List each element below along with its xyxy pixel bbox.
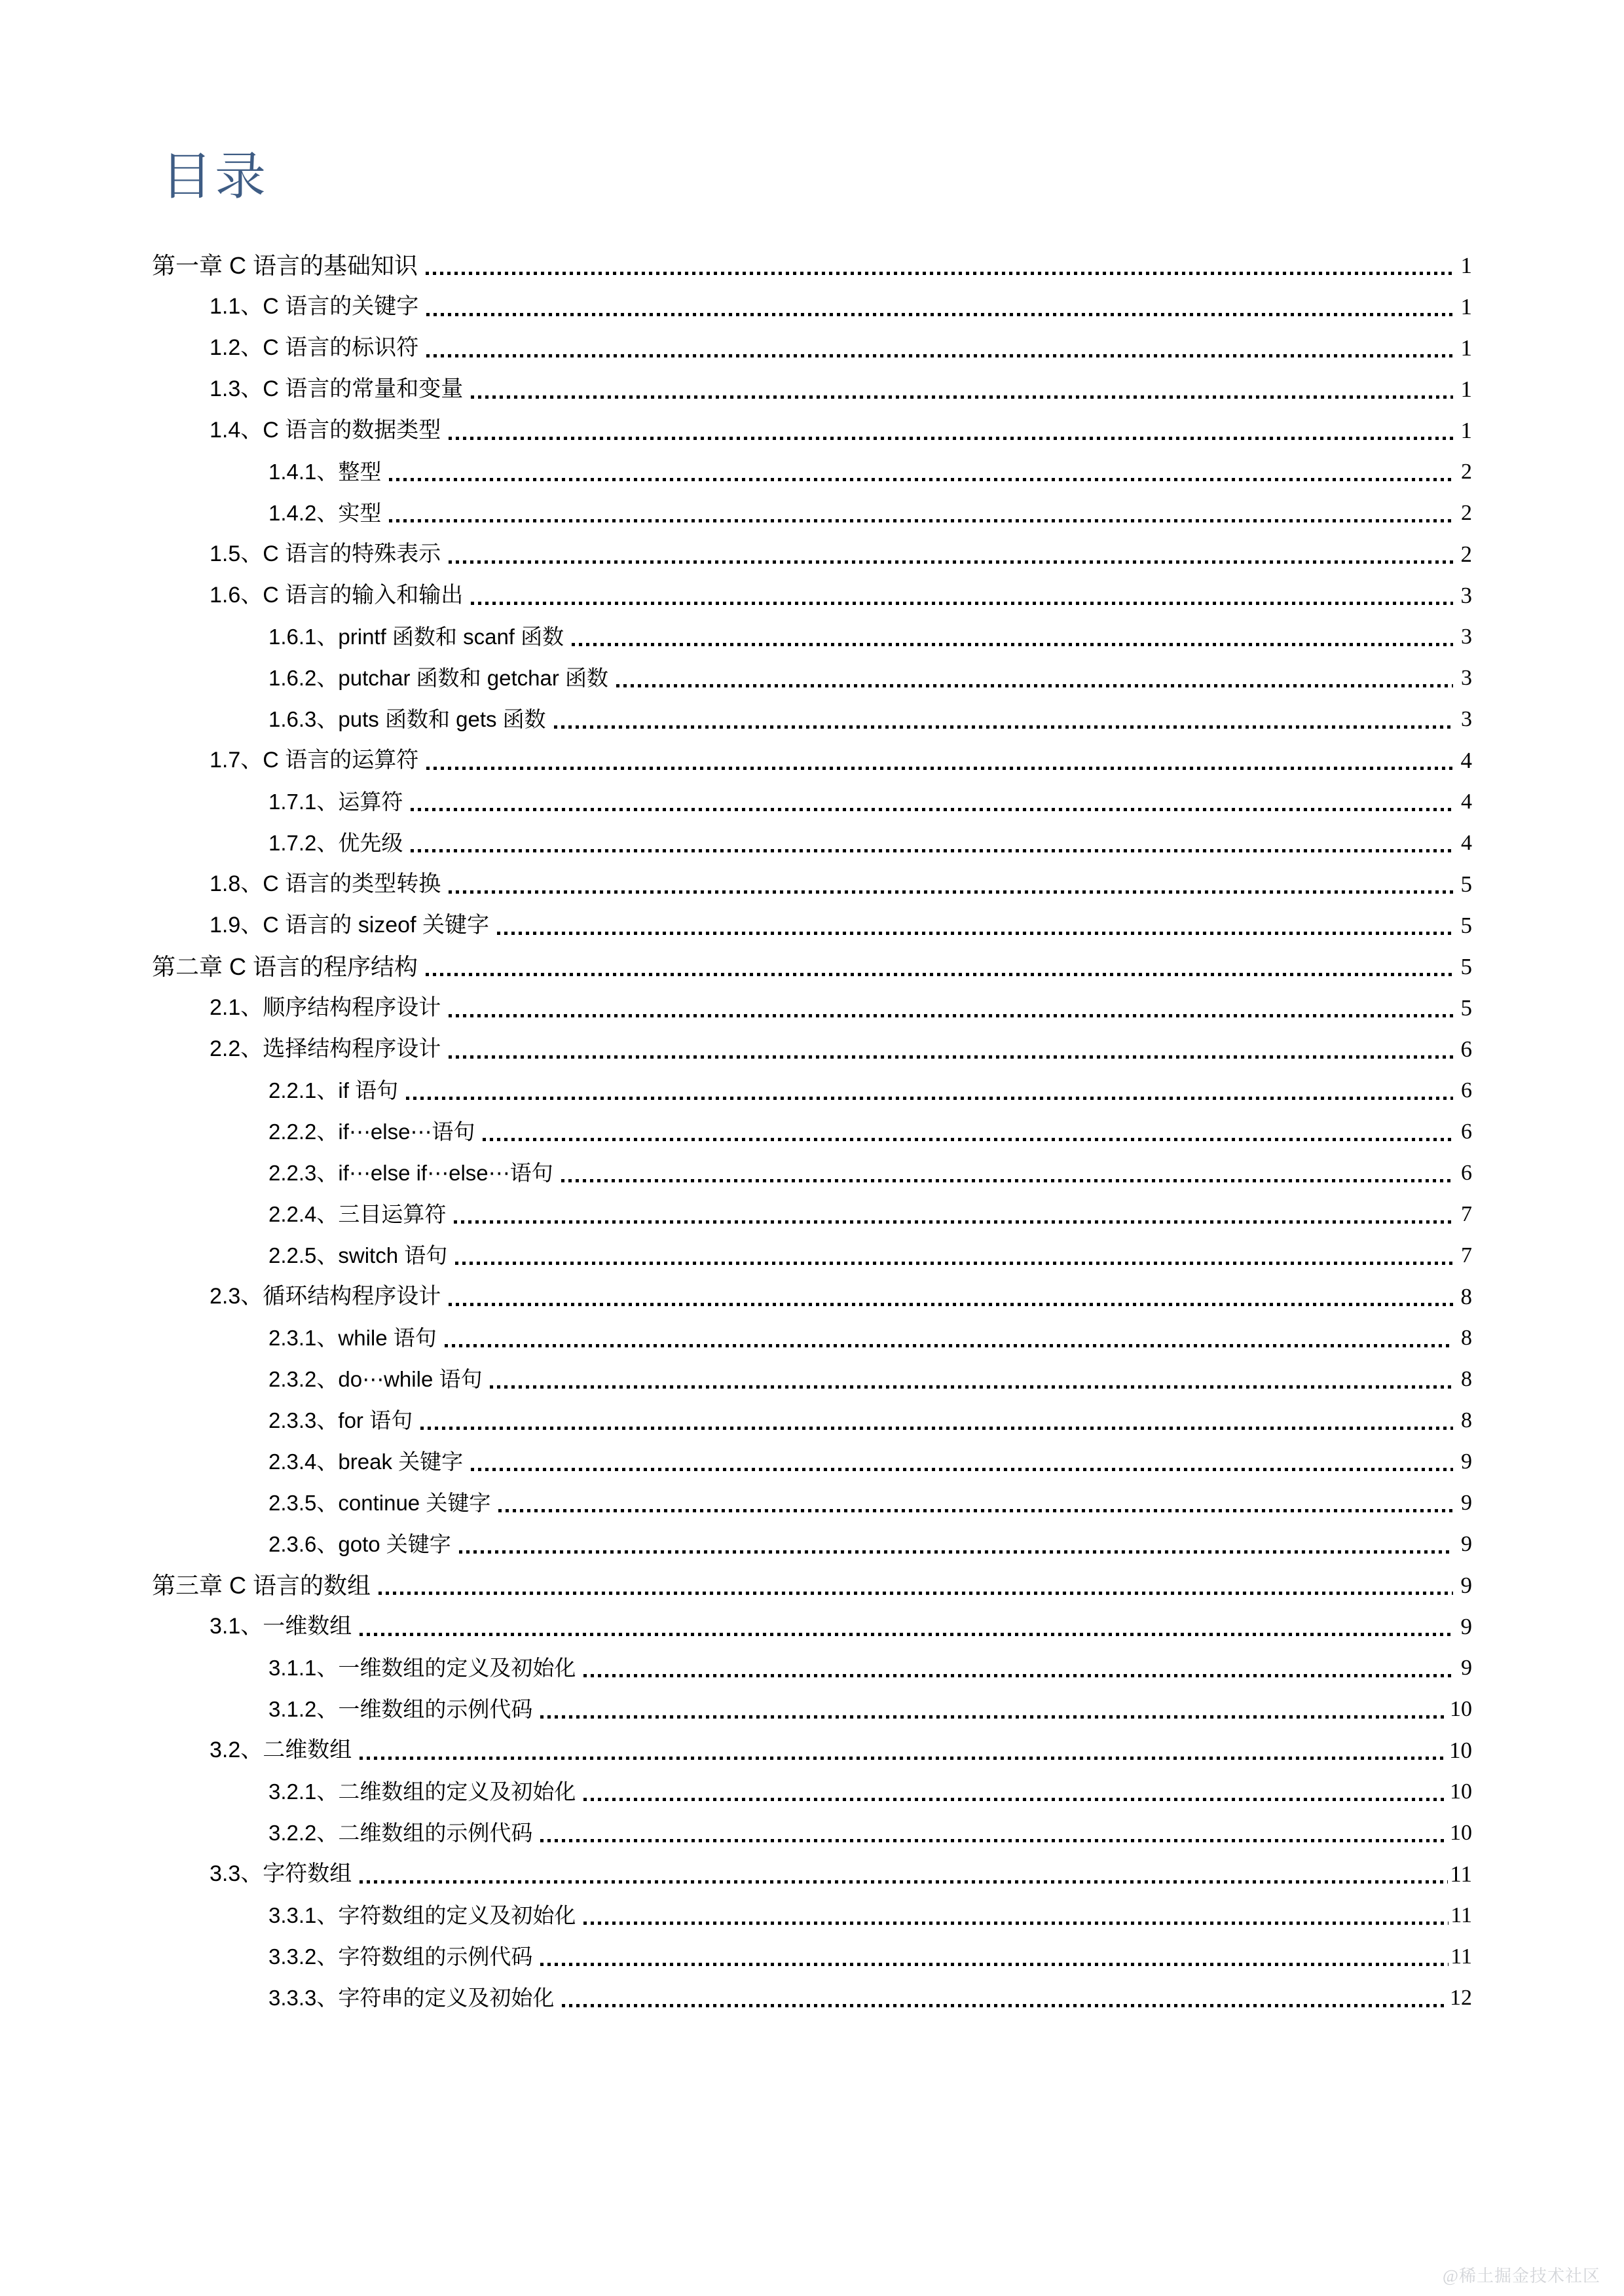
toc-entry-page-number: 9 — [1461, 1491, 1472, 1515]
toc-entry-page-number: 5 — [1460, 995, 1472, 1021]
dot-leader — [447, 534, 1453, 575]
dot-leader — [388, 451, 1453, 492]
toc-entry-label: 1.5、C 语言的特殊表示 — [210, 541, 441, 566]
toc-entry-page-number: 11 — [1450, 1944, 1472, 1969]
dot-leader — [489, 1358, 1453, 1400]
dot-leader — [582, 1771, 1448, 1812]
toc-entry[interactable] — [152, 327, 1472, 369]
toc-entry-label: 第三章 C 语言的数组 — [152, 1572, 371, 1599]
dot-leader — [358, 1730, 1447, 1771]
dot-leader — [425, 286, 1453, 327]
toc-entry-label: 1.3、C 语言的常量和变量 — [210, 376, 464, 401]
toc-entry-page-number: 5 — [1460, 913, 1472, 938]
dot-leader — [409, 822, 1453, 864]
toc-entry-page-number: 4 — [1461, 831, 1472, 855]
toc-entry-page-number: 1 — [1460, 294, 1472, 319]
toc-entry-page-number: 4 — [1461, 790, 1472, 814]
toc-entry-page-number: 6 — [1461, 1078, 1472, 1102]
toc-entry[interactable] — [152, 1111, 1472, 1152]
toc-entry-page-number: 5 — [1460, 871, 1472, 897]
dot-leader — [497, 1482, 1453, 1523]
dot-leader — [560, 1152, 1453, 1194]
page-title: 目录 — [161, 147, 269, 205]
toc-entry-page-number: 5 — [1460, 954, 1472, 979]
toc-entry-page-number: 1 — [1460, 376, 1472, 402]
dot-leader — [539, 1688, 1448, 1730]
toc-entry-label: 1.7、C 语言的运算符 — [210, 748, 419, 773]
toc-entry-label: 1.9、C 语言的 sizeof 关键字 — [210, 913, 489, 938]
toc-entry[interactable] — [152, 864, 1472, 905]
toc-entry-label: 3.2.2、二维数组的示例代码 — [268, 1821, 533, 1845]
toc-entry-label: 3.1.2、一维数组的示例代码 — [268, 1697, 533, 1721]
dot-leader — [447, 987, 1453, 1029]
dot-leader — [570, 616, 1453, 657]
toc-entry[interactable] — [152, 987, 1472, 1029]
toc-entry-label: 2.3.3、for 语句 — [268, 1408, 413, 1432]
toc-entry[interactable] — [152, 1235, 1472, 1276]
toc-entry-label: 3.2.1、二维数组的定义及初始化 — [268, 1779, 576, 1804]
toc-entry-label: 2.3、循环结构程序设计 — [210, 1284, 441, 1309]
toc-entry-label: 1.7.1、运算符 — [268, 790, 403, 814]
toc-entry[interactable] — [152, 1070, 1472, 1111]
toc-entry[interactable] — [152, 1606, 1472, 1647]
dot-leader — [561, 1977, 1448, 2018]
dot-leader — [553, 699, 1453, 740]
toc-entry-page-number: 6 — [1461, 1161, 1472, 1185]
toc-entry-page-number: 11 — [1450, 1903, 1472, 1927]
toc-entry-label: 3.3.3、字符串的定义及初始化 — [268, 1986, 555, 2010]
toc-entry-page-number: 1 — [1460, 335, 1472, 361]
toc-entry[interactable] — [152, 1276, 1472, 1317]
toc-entry[interactable] — [152, 1565, 1472, 1606]
dot-leader — [425, 740, 1453, 781]
toc-entry-page-number: 2 — [1460, 541, 1472, 567]
toc-entry-page-number: 2 — [1461, 460, 1472, 484]
toc-entry-label: 2.3.1、while 语句 — [268, 1326, 437, 1350]
toc-entry-page-number: 9 — [1461, 1449, 1472, 1474]
dot-leader — [377, 1565, 1453, 1606]
toc-entry-label: 2.2、选择结构程序设计 — [210, 1036, 441, 1061]
toc-entry-label: 2.3.6、goto 关键字 — [268, 1532, 451, 1556]
dot-leader — [470, 1441, 1453, 1482]
toc-entry[interactable] — [152, 1317, 1472, 1358]
toc-entry-page-number: 10 — [1450, 1779, 1472, 1804]
toc-entry[interactable] — [152, 1152, 1472, 1194]
toc-entry-page-number: 3 — [1461, 707, 1472, 731]
toc-entry-label: 1.6.2、putchar 函数和 getchar 函数 — [268, 666, 609, 690]
toc-entry-page-number: 2 — [1461, 501, 1472, 525]
dot-leader — [405, 1070, 1453, 1111]
toc-entry-page-number: 10 — [1450, 1697, 1472, 1721]
dot-leader — [447, 410, 1453, 451]
toc-entry-label: 1.4.2、实型 — [268, 501, 382, 525]
toc-entry-page-number: 7 — [1461, 1202, 1472, 1226]
toc-entry[interactable] — [152, 1523, 1472, 1565]
toc-entry[interactable] — [152, 1771, 1472, 1812]
dot-leader — [539, 1812, 1448, 1853]
toc-entry-label: 1.8、C 语言的类型转换 — [210, 871, 441, 896]
toc-entry[interactable] — [152, 1441, 1472, 1482]
toc-entry[interactable] — [152, 1812, 1472, 1853]
toc-entry-label: 1.4、C 语言的数据类型 — [210, 418, 441, 443]
toc-entry[interactable] — [152, 1358, 1472, 1400]
toc-entry[interactable] — [152, 492, 1472, 534]
toc-entry-page-number: 8 — [1461, 1408, 1472, 1432]
toc-entry[interactable] — [152, 410, 1472, 451]
toc-entry-label: 1.1、C 语言的关键字 — [210, 294, 419, 319]
toc-entry-page-number: 4 — [1460, 748, 1472, 773]
dot-leader — [443, 1317, 1453, 1358]
dot-leader — [470, 575, 1453, 616]
toc-entry[interactable] — [152, 1400, 1472, 1441]
dot-leader — [496, 905, 1453, 946]
toc-entry-label: 3.2、二维数组 — [210, 1738, 352, 1762]
toc-entry[interactable] — [152, 369, 1472, 410]
toc-entry[interactable] — [152, 905, 1472, 946]
toc-entry[interactable] — [152, 1482, 1472, 1523]
dot-leader — [582, 1647, 1453, 1688]
toc-entry[interactable] — [152, 1895, 1472, 1936]
toc-entry-page-number: 7 — [1461, 1243, 1472, 1267]
toc-entry[interactable] — [152, 946, 1472, 987]
toc-entry-label: 第一章 C 语言的基础知识 — [152, 252, 418, 279]
toc-entry-page-number: 8 — [1461, 1326, 1472, 1350]
dot-leader — [425, 327, 1453, 369]
toc-entry-label: 1.6.1、printf 函数和 scanf 函数 — [268, 625, 564, 649]
dot-leader — [424, 946, 1453, 987]
toc-entry[interactable] — [152, 616, 1472, 657]
toc-entry-page-number: 3 — [1461, 625, 1472, 649]
toc-entry-page-number: 9 — [1461, 1532, 1472, 1556]
toc-entry-label: 2.2.4、三目运算符 — [268, 1202, 447, 1226]
toc-entry-page-number: 10 — [1449, 1738, 1472, 1763]
toc-entry-page-number: 11 — [1450, 1861, 1472, 1887]
toc-entry-label: 2.3.4、break 关键字 — [268, 1449, 464, 1474]
toc-entry-label: 2.2.3、if⋯else if⋯else⋯语句 — [268, 1161, 553, 1185]
watermark: @稀土掘金技术社区 — [1443, 2267, 1600, 2286]
dot-leader — [470, 369, 1453, 410]
toc-container — [152, 147, 1472, 2018]
toc-entry[interactable] — [152, 781, 1472, 822]
toc-entry[interactable] — [152, 1730, 1472, 1771]
toc-entry[interactable] — [152, 1853, 1472, 1895]
dot-leader — [424, 245, 1453, 286]
toc-entry-label: 2.2.2、if⋯else⋯语句 — [268, 1120, 475, 1144]
toc-entry-label: 2.2.1、if 语句 — [268, 1078, 399, 1102]
dot-leader — [358, 1853, 1448, 1895]
toc-entry-label: 2.2.5、switch 语句 — [268, 1243, 448, 1267]
toc-entry-label: 2.3.5、continue 关键字 — [268, 1491, 491, 1515]
toc-entry[interactable] — [152, 1936, 1472, 1977]
toc-entry[interactable] — [152, 822, 1472, 864]
dot-leader — [481, 1111, 1453, 1152]
toc-entry[interactable] — [152, 1029, 1472, 1070]
toc-entry-page-number: 3 — [1460, 583, 1472, 608]
toc-entry-page-number: 10 — [1450, 1821, 1472, 1845]
toc-entry-label: 3.3.2、字符数组的示例代码 — [268, 1944, 533, 1969]
toc-entry[interactable] — [152, 699, 1472, 740]
dot-leader — [447, 1029, 1453, 1070]
dot-leader — [419, 1400, 1453, 1441]
toc-entry[interactable] — [152, 451, 1472, 492]
toc-entry-label: 3.3、字符数组 — [210, 1861, 352, 1886]
toc-entry[interactable] — [152, 534, 1472, 575]
toc-entry[interactable] — [152, 286, 1472, 327]
toc-entry-label: 3.1.1、一维数组的定义及初始化 — [268, 1656, 576, 1680]
toc-entry-label: 1.6.3、puts 函数和 gets 函数 — [268, 707, 546, 731]
toc-entry-label: 1.2、C 语言的标识符 — [210, 335, 419, 360]
toc-entry-label: 1.6、C 语言的输入和输出 — [210, 583, 464, 608]
toc-entry-page-number: 6 — [1460, 1036, 1472, 1062]
dot-leader — [615, 657, 1453, 699]
dot-leader — [454, 1235, 1453, 1276]
toc-entry-label: 3.3.1、字符数组的定义及初始化 — [268, 1903, 576, 1927]
dot-leader — [409, 781, 1453, 822]
dot-leader — [447, 864, 1453, 905]
toc-entry-page-number: 9 — [1460, 1614, 1472, 1639]
toc-list — [152, 245, 1472, 2018]
toc-entry-page-number: 1 — [1460, 253, 1472, 278]
dot-leader — [582, 1895, 1449, 1936]
toc-entry-page-number: 8 — [1460, 1284, 1472, 1309]
dot-leader — [458, 1523, 1453, 1565]
toc-entry[interactable] — [152, 1977, 1472, 2018]
toc-entry[interactable] — [152, 575, 1472, 616]
dot-leader — [447, 1276, 1453, 1317]
toc-entry[interactable] — [152, 1647, 1472, 1688]
dot-leader — [539, 1936, 1449, 1977]
toc-entry[interactable] — [152, 1194, 1472, 1235]
dot-leader — [388, 492, 1453, 534]
toc-entry-label: 第二章 C 语言的程序结构 — [152, 953, 418, 980]
toc-entry-page-number: 1 — [1460, 418, 1472, 443]
toc-entry[interactable] — [152, 740, 1472, 781]
toc-entry-page-number: 9 — [1460, 1573, 1472, 1598]
toc-entry-label: 2.1、顺序结构程序设计 — [210, 995, 441, 1020]
toc-entry-label: 3.1、一维数组 — [210, 1614, 352, 1639]
toc-entry-label: 1.7.2、优先级 — [268, 831, 403, 855]
toc-entry-page-number: 3 — [1461, 666, 1472, 690]
toc-entry-page-number: 6 — [1461, 1120, 1472, 1144]
toc-entry-page-number: 9 — [1461, 1656, 1472, 1680]
dot-leader — [452, 1194, 1453, 1235]
toc-entry[interactable] — [152, 657, 1472, 699]
toc-entry-page-number: 8 — [1461, 1367, 1472, 1391]
dot-leader — [358, 1606, 1453, 1647]
toc-entry[interactable] — [152, 1688, 1472, 1730]
toc-entry[interactable] — [152, 245, 1472, 286]
toc-entry-label: 2.3.2、do⋯while 语句 — [268, 1367, 483, 1391]
toc-entry-label: 1.4.1、整型 — [268, 460, 382, 484]
toc-entry-page-number: 12 — [1450, 1986, 1472, 2010]
